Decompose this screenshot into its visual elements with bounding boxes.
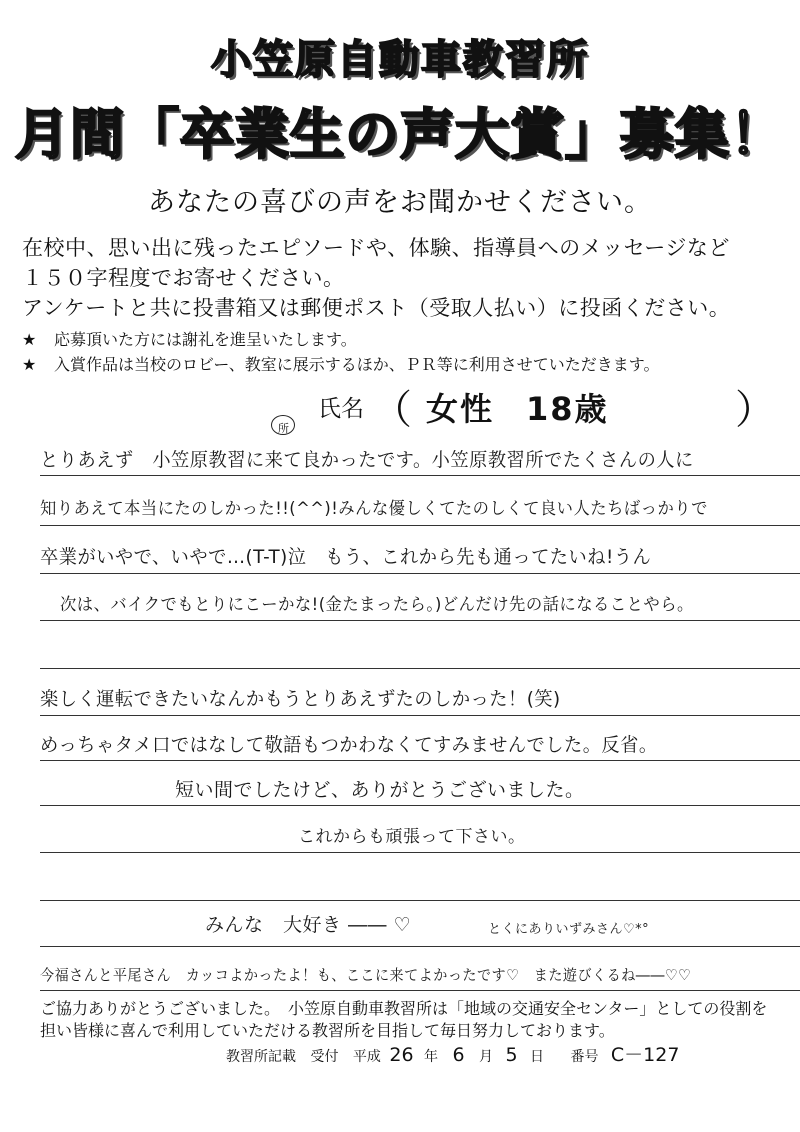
open-paren: （	[372, 387, 412, 433]
note-text: 入賞作品は当校のロビー、教室に展示するほか、ＰＲ等に利用させていただきます。	[54, 355, 660, 374]
ruled-line	[40, 573, 800, 574]
month-unit: 月	[479, 1049, 493, 1065]
year-unit: 年	[424, 1049, 438, 1065]
received-label: 受付	[310, 1049, 339, 1065]
era-label: 平成	[352, 1049, 381, 1065]
message-line-1: とりあえず 小笠原教習に来て良かったです。小笠原教習所でたくさんの人に	[40, 449, 694, 471]
office-use-label: 教習所記載	[226, 1049, 296, 1065]
message-line-3: 卒業がいやで、いやで…(T-T)泣 もう、これから先も通ってたいね!うん	[40, 546, 652, 568]
subtitle: あなたの喜びの声をお聞かせください。	[148, 187, 652, 218]
note-reward	[22, 327, 357, 350]
ruled-line	[40, 715, 800, 716]
correction-mark: 所	[278, 422, 289, 435]
instruction-line-2: １５０字程度でお寄せください。	[22, 266, 345, 290]
message-line-8: 短い間でしたけど、ありがとうございました。	[175, 779, 585, 801]
ruled-line	[40, 900, 800, 901]
ruled-line	[40, 475, 800, 476]
instruction-line-3: アンケートと共に投書箱又は郵便ポスト（受取人払い）に投函ください。	[22, 296, 731, 320]
ruled-line	[40, 946, 800, 947]
ruled-line	[40, 620, 800, 621]
campaign-title: 月間「卒業生の声大賞」募集！	[15, 103, 785, 166]
gender-value: 女性	[426, 390, 495, 428]
school-name: 小笠原自動車教習所	[211, 37, 589, 83]
message-aside: とくにありいずみさん♡*°	[488, 922, 650, 937]
star-icon: ★	[22, 355, 37, 374]
message-line-9: これからも頑張って下さい。	[298, 827, 526, 847]
office-use-record	[226, 1040, 679, 1067]
correction-circle	[271, 415, 295, 435]
name-label: 氏名	[318, 396, 364, 422]
instruction-line-1: 在校中、思い出に残ったエピソードや、体験、指導員へのメッセージなど	[22, 236, 730, 260]
close-paren: ）	[735, 387, 775, 433]
message-line-12: 今福さんと平尾さん カッコよかったよ！も、ここに来てよかったです♡ また遊びくるね――♡♡	[40, 966, 692, 984]
note-usage	[22, 352, 659, 375]
message-line-4: 次は、バイクでもとりにこーかな!(金たまったら。)どんだけ先の話になることやら。	[60, 595, 694, 615]
day-unit: 日	[530, 1049, 544, 1065]
message-line-11: みんな 大好き ―― ♡	[205, 914, 412, 936]
message-line-7: めっちゃタメ口ではなして敬語もつかわなくてすみませんでした。反省。	[40, 734, 658, 756]
number-label: 番号	[570, 1049, 599, 1065]
ruled-line	[40, 760, 800, 761]
message-line-2: 知りあえて本当にたのしかった!!(^^)!みんな優しくてたのしくて良い人たちばっかりで	[40, 499, 708, 519]
ruled-line	[40, 668, 800, 669]
ruled-line	[40, 852, 800, 853]
note-text: 応募頂いた方には謝礼を進呈いたします。	[54, 330, 357, 349]
ruled-line	[40, 525, 800, 526]
footer-line-2: 担い皆様に喜んで利用していただける教習所を目指して毎日努力しております。	[40, 1021, 615, 1040]
receipt-year: 26	[389, 1044, 414, 1066]
age-value: 18歳	[526, 390, 609, 428]
name-value	[426, 384, 609, 430]
receipt-day: 5	[505, 1044, 518, 1066]
ruled-line	[40, 805, 800, 806]
message-line-6: 楽しく運転できたいなんかもうとりあえずたのしかった！(笑)	[40, 688, 561, 710]
name-field	[0, 384, 800, 434]
footer-line-1: ご協力ありがとうございました。 小笠原自動車教習所は「地域の交通安全センター」としての役割を	[40, 999, 768, 1018]
ruled-line	[40, 990, 800, 991]
receipt-number: C－127	[610, 1044, 680, 1066]
star-icon: ★	[22, 330, 37, 349]
receipt-month: 6	[452, 1044, 465, 1066]
